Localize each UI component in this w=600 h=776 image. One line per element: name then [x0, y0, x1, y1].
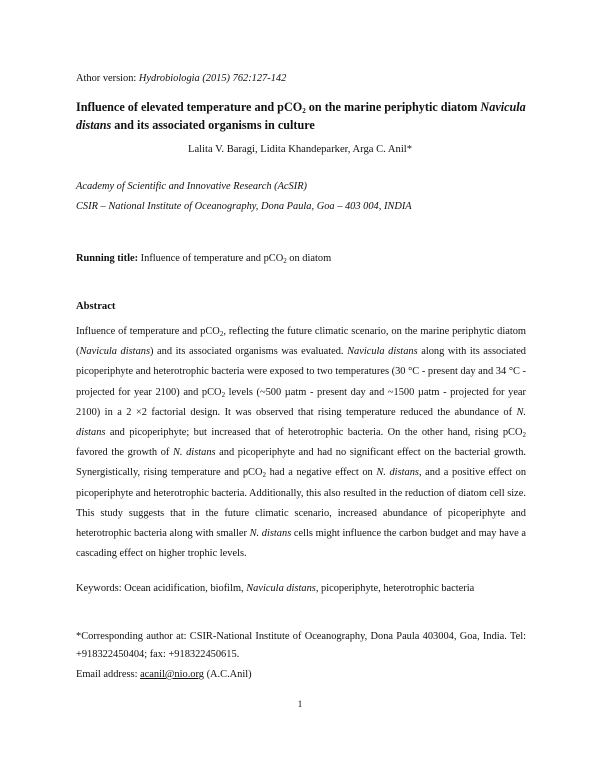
- corresponding-author: *Corresponding author at: CSIR-National Institute of Oceanography, Dona Paula 403004, Goa, India. Tel: +918322450404; fax: +918322450615.: [76, 631, 526, 660]
- abstract-text: levels (~500 µatm - present day and ~1500 µatm - projected for year 2100) in a 2 ×2 factorial design. It was observed that rising temperature reduced the abundance of: [76, 386, 527, 418]
- author-version-label: Athor version:: [76, 73, 139, 84]
- abstract-italic: Navicula distans: [347, 346, 418, 358]
- running-title-text: on diatom: [286, 253, 332, 264]
- abstract-text: along with its associated picoperiphyte and heterotrophic bacteria were exposed to two temperatures (30 °C - present day and 34 °C - projected for year 2100) and pCO: [76, 346, 527, 398]
- author-version-line: [76, 72, 524, 85]
- abstract-body: [76, 322, 526, 564]
- abstract-italic: Navicula distans: [79, 346, 151, 358]
- author-list: Lalita V. Baragi, Lidita Khandeparker, Arga C. Anil*: [187, 144, 413, 155]
- title-part: on the marine periphytic diatom: [305, 100, 481, 114]
- email-label: Email address:: [76, 669, 141, 680]
- abstract-italic: N. distans: [376, 467, 419, 479]
- email-line: [76, 668, 524, 681]
- title-part: Influence of elevated temperature and pCO: [76, 100, 303, 114]
- abstract-italic: N. distans: [76, 406, 526, 439]
- abstract-subscript: 2: [219, 330, 224, 338]
- abstract-subscript: 2: [522, 431, 526, 440]
- abstract-text: and picoperiphyte and had no significant effect on the bacterial growth. Synergistically, rising temperature and pCO: [76, 447, 526, 479]
- abstract-italic: N. distans: [172, 447, 216, 459]
- running-title-text: Influence of temperature and pCO: [138, 253, 284, 264]
- abstract-text: had a negative effect on: [265, 467, 377, 479]
- keywords-line: [76, 582, 524, 595]
- email-suffix: (A.C.Anil): [203, 669, 252, 680]
- journal-citation: Hydrobiologia (2015) 762:127-142: [138, 73, 287, 84]
- page-number: 1: [297, 700, 303, 710]
- running-title: [76, 252, 524, 265]
- abstract-subscript: 2: [262, 471, 266, 480]
- keywords-text: Keywords: Ocean acidification, biofilm,: [76, 583, 247, 594]
- paper-title: [76, 98, 528, 134]
- running-title-label: Running title:: [76, 253, 139, 264]
- affiliation: CSIR – National Institute of Oceanography, Dona Paula, Goa – 403 004, INDIA: [76, 201, 412, 212]
- abstract-text: Influence of temperature and pCO: [76, 326, 220, 337]
- title-part: and its associated organisms in culture: [111, 118, 315, 132]
- abstract-heading: Abstract: [76, 301, 116, 312]
- abstract-italic: N. distans: [249, 528, 292, 540]
- email-link[interactable]: acanil@nio.org: [140, 669, 204, 680]
- keywords-italic: Navicula distans: [246, 583, 316, 594]
- running-title-subscript: 2: [283, 257, 287, 265]
- keywords-text: , picoperiphyte, heterotrophic bacteria: [315, 583, 475, 594]
- abstract-text: , reflecting the future climatic scenario, on the marine periphytic diatom (: [76, 326, 526, 358]
- abstract-text: favored the growth of: [76, 447, 173, 459]
- abstract-text: and picoperiphyte; but increased that of heterotrophic bacteria. On the other hand, rising pCO: [105, 427, 523, 439]
- abstract-text: cells might influence the carbon budget and may have a cascading effect on higher trophic levels.: [76, 528, 526, 560]
- abstract-text: ) and its associated organisms was evaluated.: [150, 346, 348, 358]
- abstract-subscript: 2: [221, 390, 226, 399]
- title-subscript: 2: [302, 107, 306, 115]
- title-species: Navicula distans: [76, 100, 526, 132]
- abstract-text: , and a positive effect on picoperiphyte and heterotrophic bacteria. Additionally, this also resulted in the reduction of diatom cell size. This study suggests that in the future climatic scenario, increased abundance of picoperiphyte and heterotrophic bacteria along with smaller: [76, 467, 527, 540]
- affiliation: Academy of Scientific and Innovative Research (AcSIR): [76, 181, 307, 192]
